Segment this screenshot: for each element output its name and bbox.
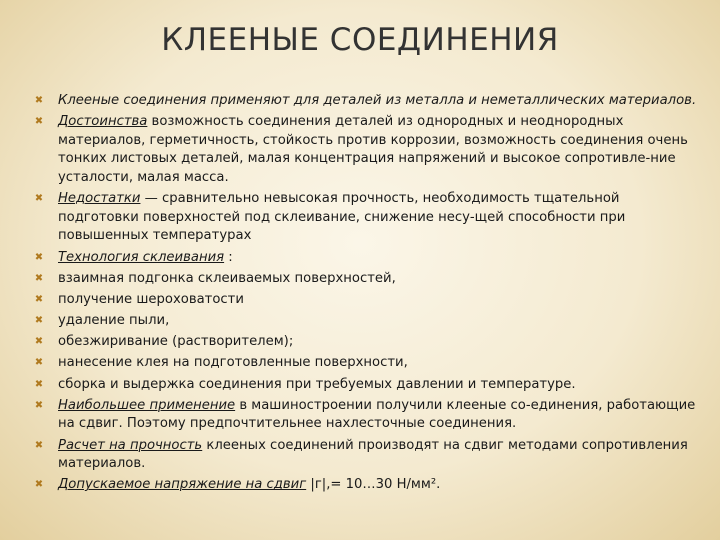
item-lead: Достоинства: [58, 114, 148, 130]
x-bullet-icon: ✖: [34, 116, 44, 128]
item-text: получение шероховатости: [58, 291, 244, 307]
x-bullet-icon: ✖: [34, 293, 44, 305]
x-bullet-icon: ✖: [34, 479, 44, 491]
list-item: [32, 312, 700, 331]
x-bullet-icon: ✖: [34, 251, 44, 263]
list-item: [32, 437, 700, 474]
item-text: Клееные соединения применяют для деталей из металла и неметаллических материалов.: [58, 93, 697, 108]
x-bullet-icon: ✖: [34, 378, 44, 390]
x-bullet-icon: ✖: [34, 399, 44, 411]
item-text: возможность соединения деталей из однородных и неоднородных материалов, герметичность, стойкость против коррозии, возможность соединения очень тонких листовых деталей, малая концентрация напряжений и высокое сопротивле-ние усталости, малая масса.: [58, 114, 688, 185]
list-item: [32, 270, 700, 289]
x-bullet-icon: ✖: [34, 193, 44, 205]
list-item: [32, 333, 700, 352]
list-item: [32, 476, 700, 495]
slide-title: КЛЕЕНЫЕ СОЕДИНЕНИЯ: [161, 22, 559, 58]
x-bullet-icon: ✖: [34, 357, 44, 369]
item-lead: Допускаемое напряжение на сдвиг: [58, 477, 307, 493]
item-lead: Недостатки: [58, 191, 141, 207]
list-item: [32, 376, 700, 395]
list-item: [32, 397, 700, 434]
x-bullet-icon: ✖: [34, 272, 44, 284]
item-text: в машиностроении получили клееные со-единения, работающие на сдвиг. Поэтому предпочтительнее нахлесточные соединения.: [58, 397, 696, 432]
item-text: нанесение клея на подготовленные поверхности,: [58, 355, 408, 371]
list-item: [32, 291, 700, 310]
item-lead: Наибольшее применение: [58, 397, 236, 413]
item-text: клееных соединений производят на сдвиг методами сопротивления материалов.: [58, 437, 688, 472]
x-bullet-icon: ✖: [34, 95, 44, 106]
item-text: сборка и выдержка соединения при требуемых давлении и температуре.: [58, 376, 576, 392]
item-text: :: [224, 249, 233, 265]
x-bullet-icon: ✖: [34, 439, 44, 451]
item-lead: Расчет на прочность: [58, 437, 203, 453]
x-bullet-icon: ✖: [34, 315, 44, 327]
item-text: |г|,= 10…30 Н/мм².: [306, 477, 441, 493]
list-item: [32, 354, 700, 373]
item-lead: Технология склеивания: [58, 249, 225, 265]
list-item: [32, 92, 700, 111]
item-text: взаимная подгонка склеиваемых поверхностей,: [58, 270, 396, 286]
item-text: обезжиривание (растворителем);: [58, 334, 294, 350]
list-item: [32, 190, 700, 246]
x-bullet-icon: ✖: [34, 336, 44, 348]
bullet-list: [32, 92, 700, 498]
item-text: удаление пыли,: [58, 313, 170, 329]
list-item: [32, 249, 700, 268]
item-text: — сравнительно невысокая прочность, необходимость тщательной подготовки поверхностей под склеивание, снижение несу-щей способности при повышенных температурах: [58, 191, 626, 244]
list-item: [32, 113, 700, 187]
